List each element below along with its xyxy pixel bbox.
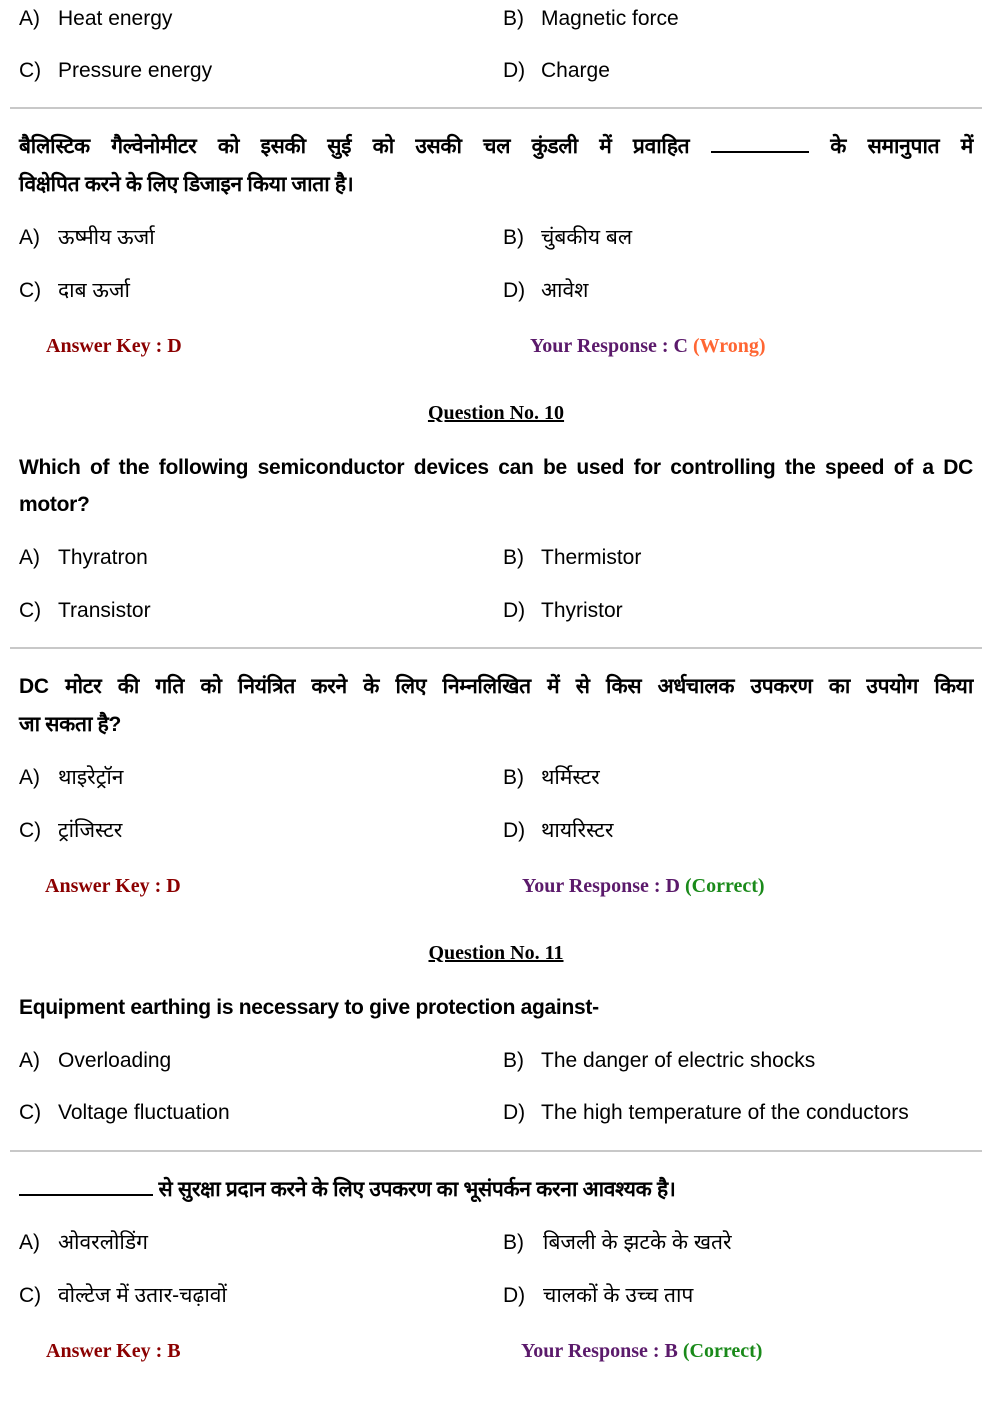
divider [10, 647, 982, 649]
option-label-c: C) [19, 599, 42, 622]
question-text-hindi: DC मोटर की गति को नियंत्रित करने के लिए निम्नलिखित में से किस अर्धचालक उपकरण का उपयोग किया [19, 675, 973, 698]
option-label-a: A) [19, 226, 40, 249]
question-text-line2: motor? [19, 493, 90, 516]
option-d-text: Charge [541, 59, 610, 82]
answer-key: Answer Key : D [45, 875, 181, 897]
option-d-text: Thyristor [541, 599, 623, 622]
option-a-text: Heat energy [58, 7, 173, 30]
option-b-text: The danger of electric shocks [541, 1049, 816, 1072]
option-c-text: Voltage fluctuation [58, 1101, 230, 1124]
blank-line [19, 1194, 153, 1196]
response-status: (Wrong) [692, 335, 766, 357]
option-label-c: C) [19, 279, 42, 302]
option-label-d: D) [503, 1101, 526, 1124]
option-label-a: A) [19, 1049, 40, 1072]
option-label-c: C) [19, 819, 42, 842]
option-d-text: थायरिस्टर [541, 819, 614, 842]
option-label-a: A) [19, 766, 40, 789]
option-label-b: B) [503, 1231, 524, 1254]
response-status: (Correct) [682, 1340, 763, 1362]
option-label-c: C) [19, 59, 42, 82]
option-label-a: A) [19, 7, 40, 30]
answer-key: Answer Key : D [46, 335, 182, 357]
question-text-hindi: से सुरक्षा प्रदान करने के लिए उपकरण का भूसंपर्कन करना आवश्यक है। [19, 1179, 973, 1200]
option-label-b: B) [503, 7, 524, 30]
option-label-d: D) [503, 819, 526, 842]
option-b-text: Magnetic force [541, 7, 679, 30]
option-d-text: आवेश [541, 279, 589, 302]
option-c-text: दाब ऊर्जा [58, 279, 130, 302]
option-a-text: Overloading [58, 1049, 172, 1072]
question-text: Equipment earthing is necessary to give protection against- [19, 996, 599, 1019]
your-response: Your Response : B (Correct) [521, 1340, 763, 1362]
option-label-d: D) [503, 1284, 526, 1307]
question-text: Which of the following semiconductor devices can be used for controlling the speed of a DC [19, 456, 973, 479]
option-b-text: बिजली के झटके के खतरे [543, 1231, 732, 1254]
option-label-b: B) [503, 766, 524, 789]
option-label-b: B) [503, 546, 524, 569]
divider [10, 107, 982, 109]
question-number: Question No. 11 [428, 942, 564, 964]
blank-line [711, 151, 809, 153]
option-b-text: चुंबकीय बल [541, 226, 633, 249]
option-d-text: The high temperature of the conductors [541, 1101, 909, 1124]
option-label-d: D) [503, 599, 526, 622]
option-a-text: थाइरेट्रॉन [58, 766, 124, 789]
divider [10, 1150, 982, 1152]
your-response: Your Response : D (Correct) [522, 875, 765, 897]
option-c-text: वोल्टेज में उतार-चढ़ावों [58, 1284, 227, 1307]
question-text-hindi-line2: विक्षेपित करने के लिए डिजाइन किया जाता है। [19, 173, 354, 196]
question-number: Question No. 10 [427, 402, 565, 424]
option-label-b: B) [503, 1049, 524, 1072]
option-c-text: Pressure energy [58, 59, 213, 82]
option-a-text: ऊष्मीय ऊर्जा [58, 226, 155, 249]
option-label-c: C) [19, 1101, 42, 1124]
option-label-d: D) [503, 279, 526, 302]
option-label-a: A) [19, 546, 40, 569]
option-label-d: D) [503, 59, 526, 82]
option-c-text: Transistor [58, 599, 151, 622]
option-b-text: Thermistor [541, 546, 642, 569]
option-a-text: ओवरलोडिंग [58, 1231, 148, 1254]
option-b-text: थर्मिस्टर [541, 766, 600, 789]
option-d-text: चालकों के उच्च ताप [543, 1284, 694, 1307]
option-a-text: Thyratron [58, 546, 148, 569]
question-text-hindi-line2: जा सकता है? [19, 713, 122, 736]
question-text-hindi: बैलिस्टिक गैल्वेनोमीटर को इसकी सुई को उसकी चल कुंडली में प्रवाहित के समानुपात में [19, 135, 973, 158]
option-label-a: A) [19, 1231, 40, 1254]
answer-key: Answer Key : B [46, 1340, 181, 1362]
response-status: (Correct) [684, 875, 765, 897]
option-c-text: ट्रांजिस्टर [58, 819, 123, 842]
option-label-b: B) [503, 226, 524, 249]
option-label-c: C) [19, 1284, 42, 1307]
your-response: Your Response : C (Wrong) [530, 335, 766, 357]
